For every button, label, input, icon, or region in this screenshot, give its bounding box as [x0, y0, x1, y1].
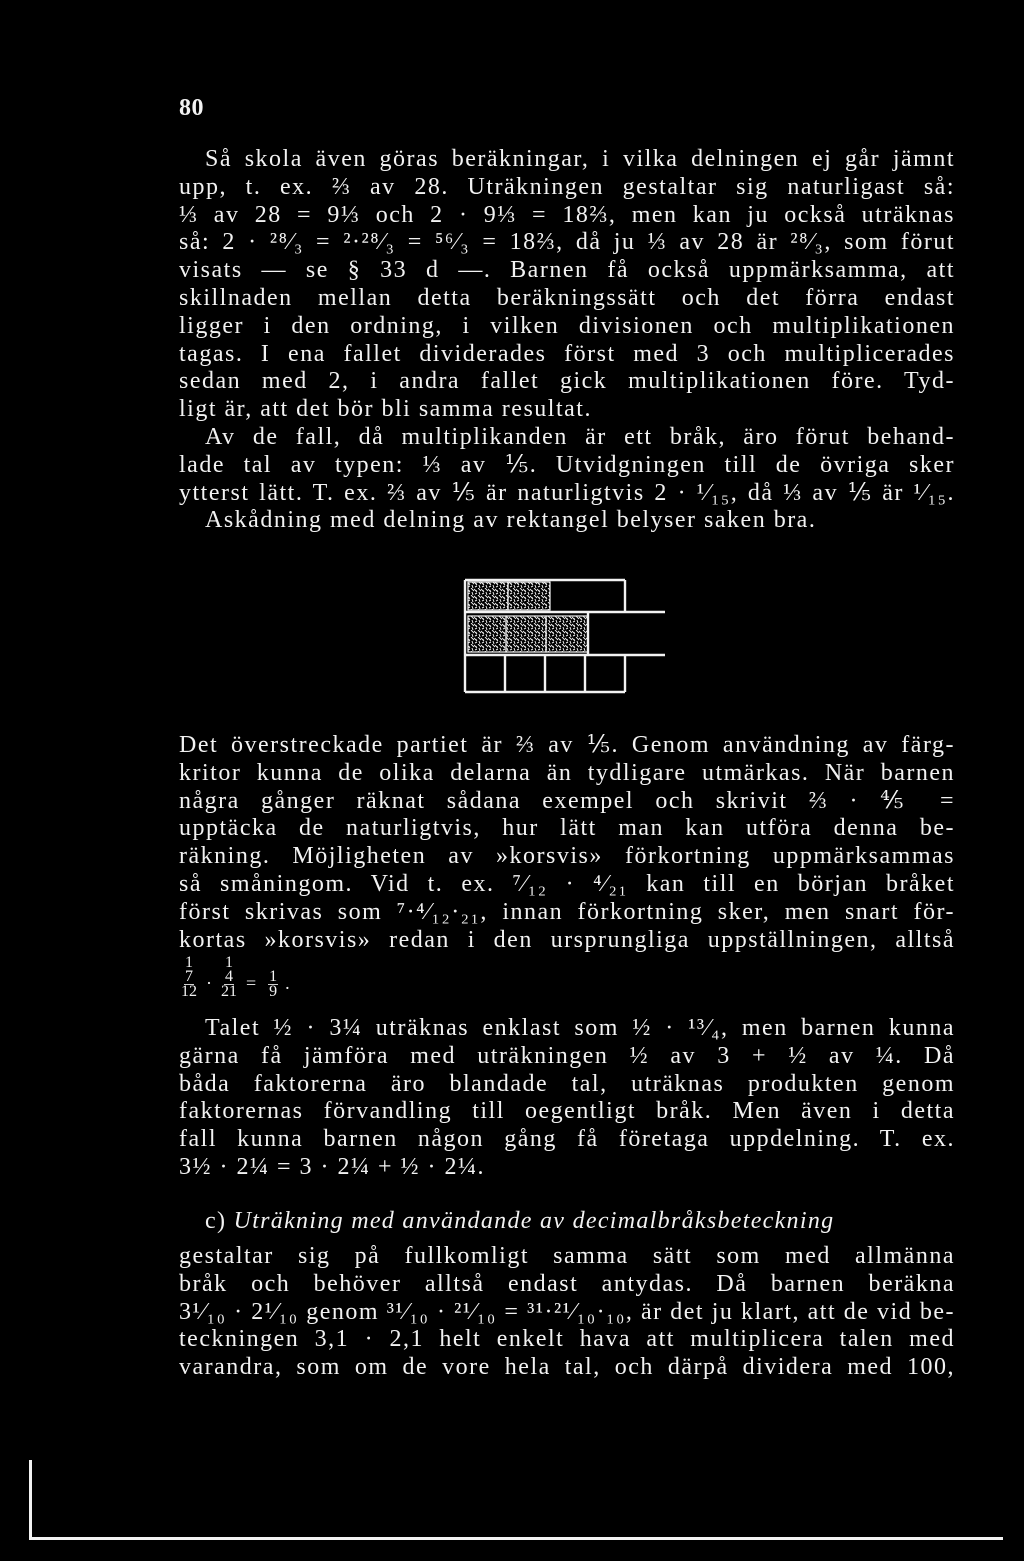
text-line: faktorernas förvandling till oegentligt bråk. Men även i detta [179, 1098, 955, 1125]
hatched-cell [468, 582, 508, 610]
fraction [179, 956, 199, 999]
text-line: 3½ · 2¼ = 3 · 2¼ + ½ · 2¼. [179, 1153, 486, 1180]
hatched-cell [508, 582, 550, 610]
text-line: kortas »korsvis» redan i den ursprungliga uppställningen, alltså [179, 926, 955, 953]
text-line: 3¹⁄₁₀ · 2¹⁄₁₀ genom ³¹⁄₁₀ · ²¹⁄₁₀ = ³¹·²¹⁄₁₀·₁₀, är det ju klart, att de vid be- [179, 1298, 955, 1325]
formula-terminator: . [285, 973, 290, 993]
paragraph [179, 507, 955, 535]
text-line: varandra, som om de vore hela tal, och därpå dividera med 100, [179, 1354, 955, 1381]
denominator: 9 [269, 983, 278, 1000]
numerator: 1 [269, 968, 278, 985]
text-line: Så skola även göras beräkningar, i vilka delningen ej går jämnt [205, 146, 955, 172]
text-line: ⅓ av 28 = 9⅓ och 2 · 9⅓ = 18⅔, men kan ju också uträknas [179, 201, 955, 228]
hatched-cell [546, 616, 588, 652]
text-line: upptäcka de naturligtvis, hur lätt man kan utföra denna be- [179, 815, 955, 842]
text-line: ligt är, att det bör bli samma resultat. [179, 396, 592, 423]
rectangle-division-figure [460, 574, 670, 698]
text-line: fall kunna barnen någon gång få företaga uppdelning. T. ex. [179, 1126, 955, 1153]
text-line: först skrivas som ⁷·⁴⁄₁₂·₂₁, innan förkortning sker, men snart för- [179, 898, 955, 925]
paragraph [179, 1015, 955, 1182]
text-line: räkning. Möjligheten av »korsvis» förkortning uppmärksammas [179, 843, 955, 870]
paragraph [179, 732, 955, 954]
cancel-mark: 1 [185, 954, 193, 971]
text-line: några gånger räknat sådana exempel och skrivit ⅔ · ⅘ = [179, 787, 955, 814]
section-title: Uträkning med användande av decimalbråksbeteckning [233, 1208, 835, 1234]
text-line: skillnaden mellan detta beräkningssätt och det förra endast [179, 284, 955, 311]
text-line: tagas. I ena fallet dividerades först med 3 och multiplicerades [179, 340, 955, 367]
paragraph [179, 146, 955, 424]
text-line: gestaltar sig på fullkomligt samma sätt som med allmänna [179, 1243, 955, 1269]
paragraph [179, 1243, 955, 1382]
numerator: 7 [185, 968, 193, 985]
text-line: sedan med 2, i andra fallet gick multiplikationen före. Tyd- [179, 368, 955, 395]
numerator: 4 [225, 968, 233, 985]
text-line: kritor kunna de olika delarna än tydligare utmärkas. När barnen [179, 759, 955, 786]
denominator: 12 [181, 983, 197, 1000]
text-line: så småningom. Vid t. ex. ⁷⁄₁₂ · ⁴⁄₂₁ kan till en början bråket [179, 870, 955, 897]
cancellation-formula [179, 956, 297, 999]
equals-sign: = [246, 973, 257, 993]
text-line: Av de fall, då multiplikanden är ett bråk, äro förut behand- [205, 424, 955, 450]
hatched-cell [506, 616, 546, 652]
hatched-cells [468, 582, 588, 652]
text-line: Askådning med delning av rektangel belyser saken bra. [205, 507, 817, 534]
text-line: ytterst lätt. T. ex. ⅔ av ⅕ är naturligtvis 2 · ¹⁄₁₅, då ⅓ av ⅕ är ¹⁄₁₅. [179, 479, 955, 506]
text-line: visats — se § 33 d —. Barnen få också uppmärksamma, att [179, 257, 955, 284]
text-line: teckningen 3,1 · 2,1 helt enkelt hava att multiplicera talen med [179, 1326, 955, 1353]
result-fraction [263, 956, 283, 999]
multiply-operator: · [206, 973, 212, 993]
section-label: c) [205, 1208, 227, 1234]
paragraph [179, 424, 955, 507]
text-line: upp, t. ex. ⅔ av 28. Uträkningen gestaltar sig naturligast så: [179, 173, 955, 200]
fraction [219, 956, 239, 999]
text-line: Det överstreckade partiet är ⅔ av ⅕. Genom användning av färg- [179, 732, 955, 758]
section-heading [205, 1208, 955, 1236]
cancel-mark: 1 [225, 954, 233, 971]
text-line: lade tal av typen: ⅓ av ⅕. Utvidgningen till de övriga sker [179, 451, 955, 478]
text-line: så: 2 · ²⁸⁄₃ = ²·²⁸⁄₃ = ⁵⁶⁄₃ = 18⅔, då ju ⅓ av 28 är ²⁸⁄₃, som förut [179, 229, 955, 256]
text-line: bråk och behöver alltså endast antydas. Då barnen beräkna [179, 1270, 955, 1297]
hatched-cell [468, 616, 506, 652]
text-line: Talet ½ · 3¼ uträknas enklast som ½ · ¹³⁄₄, men barnen kunna [205, 1015, 955, 1041]
text-line: båda faktorerna äro blandade tal, uträknas produkten genom [179, 1070, 955, 1097]
text-line: ligger i den ordning, i vilken divisionen och multiplikationen [179, 312, 955, 339]
text-line: gärna få jämföra med uträkningen ½ av 3 + ½ av ¼. Då [179, 1042, 955, 1069]
page-number: 80 [179, 95, 204, 121]
denominator: 21 [221, 983, 237, 1000]
